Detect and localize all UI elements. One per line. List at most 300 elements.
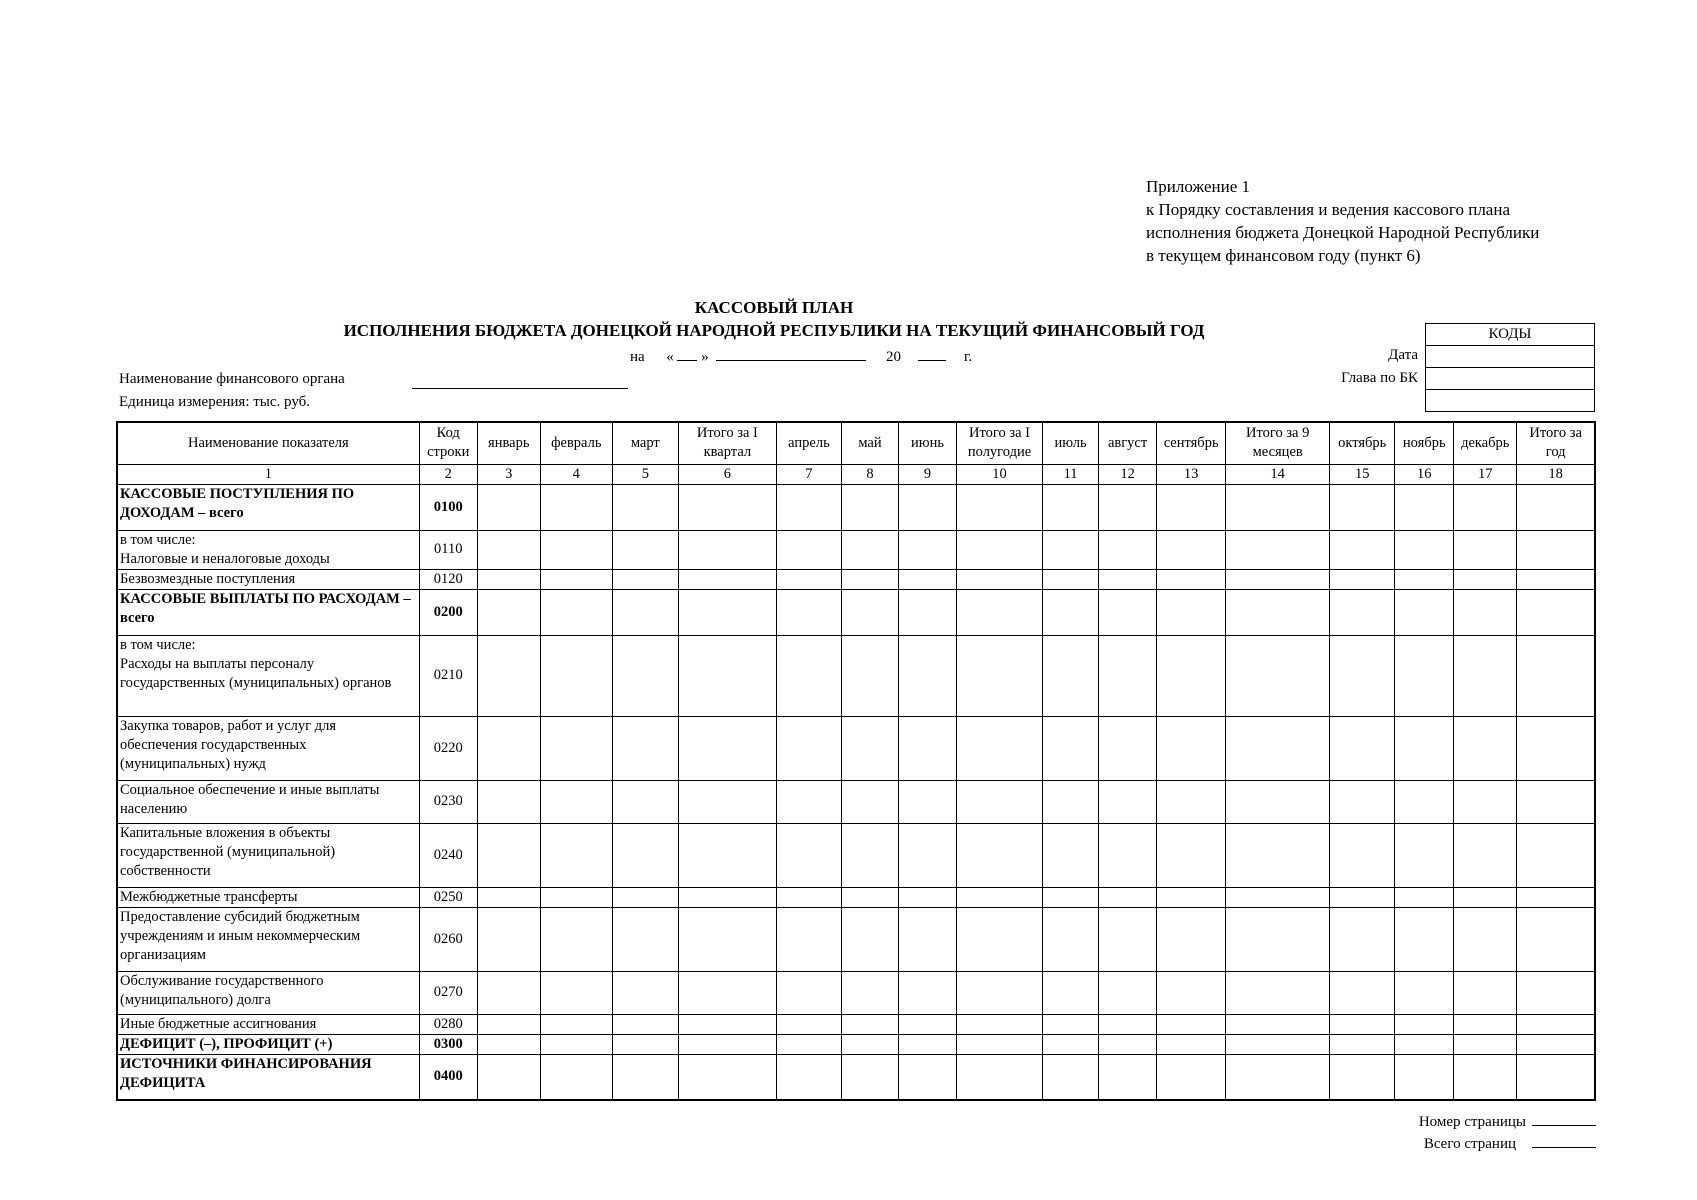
value-cell[interactable] xyxy=(1395,1054,1454,1100)
value-cell[interactable] xyxy=(1330,1014,1395,1034)
column-number: 16 xyxy=(1395,464,1454,484)
value-cell[interactable] xyxy=(1395,907,1454,971)
codes-glava-field[interactable] xyxy=(1426,368,1595,390)
row-name: в том числе: Налоговые и неналоговые доходы xyxy=(117,530,419,569)
column-header: март xyxy=(612,422,678,464)
value-cell[interactable] xyxy=(1043,907,1099,971)
value-cell[interactable] xyxy=(477,484,540,530)
value-cell[interactable] xyxy=(841,1014,898,1034)
row-name: Капитальные вложения в объекты государственной (муниципальной) собственности xyxy=(117,823,419,887)
value-cell[interactable] xyxy=(1157,530,1226,569)
column-number: 13 xyxy=(1157,464,1226,484)
table-row xyxy=(117,484,1595,530)
value-cell[interactable] xyxy=(841,887,898,907)
value-cell[interactable] xyxy=(1330,907,1395,971)
codes-extra-field[interactable] xyxy=(1426,390,1595,412)
month-blank[interactable] xyxy=(716,346,866,361)
unit-label: Единица измерения: тыс. руб. xyxy=(119,394,311,410)
column-number: 12 xyxy=(1099,464,1157,484)
value-cell[interactable] xyxy=(776,589,841,635)
value-cell[interactable] xyxy=(612,971,678,1014)
value-cell[interactable] xyxy=(1043,484,1099,530)
value-cell[interactable] xyxy=(957,823,1043,887)
quote-close: » xyxy=(701,349,709,365)
value-cell[interactable] xyxy=(776,1034,841,1054)
row-name: в том числе: Расходы на выплаты персоналу государственных (муниципальных) органов xyxy=(117,635,419,716)
value-cell[interactable] xyxy=(678,589,776,635)
value-cell[interactable] xyxy=(1226,907,1330,971)
column-number: 3 xyxy=(477,464,540,484)
value-cell[interactable] xyxy=(1517,635,1595,716)
value-cell[interactable] xyxy=(1043,530,1099,569)
value-cell[interactable] xyxy=(1099,887,1157,907)
value-cell[interactable] xyxy=(1099,1034,1157,1054)
value-cell[interactable] xyxy=(1226,780,1330,823)
table-row xyxy=(117,887,1595,907)
value-cell[interactable] xyxy=(841,971,898,1014)
value-cell[interactable] xyxy=(477,530,540,569)
value-cell[interactable] xyxy=(1454,971,1517,1014)
value-cell[interactable] xyxy=(1226,484,1330,530)
value-cell[interactable] xyxy=(1330,887,1395,907)
value-cell[interactable] xyxy=(1157,1054,1226,1100)
value-cell[interactable] xyxy=(1099,635,1157,716)
value-cell[interactable] xyxy=(1157,887,1226,907)
value-cell[interactable] xyxy=(776,484,841,530)
value-cell[interactable] xyxy=(898,1054,956,1100)
value-cell[interactable] xyxy=(612,1054,678,1100)
codes-date-label: Дата xyxy=(1388,347,1418,363)
value-cell[interactable] xyxy=(678,823,776,887)
value-cell[interactable] xyxy=(1395,887,1454,907)
value-cell[interactable] xyxy=(957,530,1043,569)
value-cell[interactable] xyxy=(1099,823,1157,887)
value-cell[interactable] xyxy=(1517,589,1595,635)
value-cell[interactable] xyxy=(898,569,956,589)
value-cell[interactable] xyxy=(841,823,898,887)
value-cell[interactable] xyxy=(540,530,612,569)
column-header: май xyxy=(841,422,898,464)
value-cell[interactable] xyxy=(841,569,898,589)
value-cell[interactable] xyxy=(776,716,841,780)
value-cell[interactable] xyxy=(1043,589,1099,635)
value-cell[interactable] xyxy=(678,1054,776,1100)
total-pages-label: Всего страниц xyxy=(1423,1136,1516,1152)
value-cell[interactable] xyxy=(540,780,612,823)
value-cell[interactable] xyxy=(1043,971,1099,1014)
row-name: Межбюджетные трансферты xyxy=(117,887,419,907)
column-number: 14 xyxy=(1226,464,1330,484)
value-cell[interactable] xyxy=(1330,530,1395,569)
value-cell[interactable] xyxy=(841,589,898,635)
value-cell[interactable] xyxy=(1454,484,1517,530)
value-cell[interactable] xyxy=(841,635,898,716)
column-number: 1 xyxy=(117,464,419,484)
column-number: 7 xyxy=(776,464,841,484)
page-number-field[interactable] xyxy=(1532,1111,1596,1126)
value-cell[interactable] xyxy=(1330,1054,1395,1100)
column-number: 15 xyxy=(1330,464,1395,484)
value-cell[interactable] xyxy=(1099,716,1157,780)
row-code: 0230 xyxy=(419,780,477,823)
value-cell[interactable] xyxy=(1517,907,1595,971)
value-cell[interactable] xyxy=(1099,971,1157,1014)
value-cell[interactable] xyxy=(1517,530,1595,569)
row-code: 0100 xyxy=(419,484,477,530)
value-cell[interactable] xyxy=(1226,1054,1330,1100)
value-cell[interactable] xyxy=(612,530,678,569)
value-cell[interactable] xyxy=(1517,823,1595,887)
value-cell[interactable] xyxy=(1395,484,1454,530)
value-cell[interactable] xyxy=(1157,1014,1226,1034)
row-code: 0200 xyxy=(419,589,477,635)
value-cell[interactable] xyxy=(1330,569,1395,589)
value-cell[interactable] xyxy=(1099,589,1157,635)
value-cell[interactable] xyxy=(957,887,1043,907)
value-cell[interactable] xyxy=(1226,887,1330,907)
day-blank[interactable] xyxy=(677,346,697,361)
value-cell[interactable] xyxy=(898,530,956,569)
value-cell[interactable] xyxy=(540,1014,612,1034)
value-cell[interactable] xyxy=(678,1014,776,1034)
value-cell[interactable] xyxy=(957,1034,1043,1054)
value-cell[interactable] xyxy=(678,1034,776,1054)
column-header: февраль xyxy=(540,422,612,464)
table-row xyxy=(117,823,1595,887)
value-cell[interactable] xyxy=(477,1034,540,1054)
value-cell[interactable] xyxy=(678,907,776,971)
header-row xyxy=(117,422,1595,464)
row-code: 0280 xyxy=(419,1014,477,1034)
page-number-label: Номер страницы xyxy=(1418,1114,1526,1130)
cash-plan-table xyxy=(116,421,1596,1101)
value-cell[interactable] xyxy=(678,484,776,530)
value-cell[interactable] xyxy=(1157,569,1226,589)
value-cell[interactable] xyxy=(540,907,612,971)
value-cell[interactable] xyxy=(1043,569,1099,589)
value-cell[interactable] xyxy=(776,907,841,971)
column-header: Наименование показателя xyxy=(117,422,419,464)
value-cell[interactable] xyxy=(1454,569,1517,589)
value-cell[interactable] xyxy=(1043,780,1099,823)
value-cell[interactable] xyxy=(957,716,1043,780)
value-cell[interactable] xyxy=(1517,569,1595,589)
org-name-field[interactable] xyxy=(412,388,628,389)
column-header: Итого за год xyxy=(1517,422,1595,464)
value-cell[interactable] xyxy=(1043,1014,1099,1034)
value-cell[interactable] xyxy=(1454,887,1517,907)
date-na: на xyxy=(630,349,645,365)
value-cell[interactable] xyxy=(477,780,540,823)
value-cell[interactable] xyxy=(1395,530,1454,569)
value-cell[interactable] xyxy=(1517,1014,1595,1034)
value-cell[interactable] xyxy=(898,1034,956,1054)
value-cell[interactable] xyxy=(957,484,1043,530)
column-header: июнь xyxy=(898,422,956,464)
value-cell[interactable] xyxy=(1330,635,1395,716)
value-cell[interactable] xyxy=(612,635,678,716)
value-cell[interactable] xyxy=(540,1034,612,1054)
value-cell[interactable] xyxy=(1517,1054,1595,1100)
column-header: январь xyxy=(477,422,540,464)
document-subtitle: ИСПОЛНЕНИЯ БЮДЖЕТА ДОНЕЦКОЙ НАРОДНОЙ РЕСПУБЛИКИ НА ТЕКУЩИЙ ФИНАНСОВЫЙ ГОД xyxy=(343,321,1205,340)
value-cell[interactable] xyxy=(1226,716,1330,780)
table-row xyxy=(117,635,1595,716)
value-cell[interactable] xyxy=(678,716,776,780)
row-code: 0270 xyxy=(419,971,477,1014)
org-label: Наименование финансового органа xyxy=(119,371,345,387)
value-cell[interactable] xyxy=(612,907,678,971)
table-row xyxy=(117,530,1595,569)
value-cell[interactable] xyxy=(1099,780,1157,823)
value-cell[interactable] xyxy=(612,716,678,780)
value-cell[interactable] xyxy=(1157,780,1226,823)
value-cell[interactable] xyxy=(678,530,776,569)
value-cell[interactable] xyxy=(678,569,776,589)
value-cell[interactable] xyxy=(1099,1014,1157,1034)
column-number: 4 xyxy=(540,464,612,484)
column-header: ноябрь xyxy=(1395,422,1454,464)
value-cell[interactable] xyxy=(1043,887,1099,907)
value-cell[interactable] xyxy=(1395,569,1454,589)
value-cell[interactable] xyxy=(540,1054,612,1100)
value-cell[interactable] xyxy=(1157,1034,1226,1054)
value-cell[interactable] xyxy=(1517,971,1595,1014)
value-cell[interactable] xyxy=(1395,716,1454,780)
value-cell[interactable] xyxy=(1226,1014,1330,1034)
value-cell[interactable] xyxy=(1157,971,1226,1014)
value-cell[interactable] xyxy=(898,589,956,635)
value-cell[interactable] xyxy=(678,971,776,1014)
value-cell[interactable] xyxy=(1330,716,1395,780)
value-cell[interactable] xyxy=(957,1014,1043,1034)
value-cell[interactable] xyxy=(841,716,898,780)
value-cell[interactable] xyxy=(1226,635,1330,716)
value-cell[interactable] xyxy=(898,635,956,716)
row-code: 0260 xyxy=(419,907,477,971)
value-cell[interactable] xyxy=(898,971,956,1014)
value-cell[interactable] xyxy=(841,1054,898,1100)
column-header: август xyxy=(1099,422,1157,464)
value-cell[interactable] xyxy=(898,484,956,530)
value-cell[interactable] xyxy=(1454,780,1517,823)
value-cell[interactable] xyxy=(1395,780,1454,823)
value-cell[interactable] xyxy=(1454,1034,1517,1054)
value-cell[interactable] xyxy=(477,589,540,635)
value-cell[interactable] xyxy=(841,907,898,971)
value-cell[interactable] xyxy=(898,887,956,907)
value-cell[interactable] xyxy=(477,887,540,907)
column-number-row xyxy=(117,464,1595,484)
value-cell[interactable] xyxy=(1454,907,1517,971)
codes-box xyxy=(1425,323,1595,412)
value-cell[interactable] xyxy=(540,589,612,635)
value-cell[interactable] xyxy=(1395,1034,1454,1054)
value-cell[interactable] xyxy=(477,907,540,971)
value-cell[interactable] xyxy=(1330,1034,1395,1054)
value-cell[interactable] xyxy=(612,484,678,530)
value-cell[interactable] xyxy=(612,887,678,907)
value-cell[interactable] xyxy=(477,971,540,1014)
value-cell[interactable] xyxy=(841,780,898,823)
table-row xyxy=(117,1034,1595,1054)
value-cell[interactable] xyxy=(540,971,612,1014)
value-cell[interactable] xyxy=(957,589,1043,635)
codes-date-field[interactable] xyxy=(1426,346,1595,368)
value-cell[interactable] xyxy=(1330,780,1395,823)
value-cell[interactable] xyxy=(477,635,540,716)
value-cell[interactable] xyxy=(841,1034,898,1054)
value-cell[interactable] xyxy=(1043,1054,1099,1100)
value-cell[interactable] xyxy=(1454,530,1517,569)
column-number: 9 xyxy=(898,464,956,484)
value-cell[interactable] xyxy=(477,569,540,589)
value-cell[interactable] xyxy=(1157,823,1226,887)
row-code: 0300 xyxy=(419,1034,477,1054)
value-cell[interactable] xyxy=(776,530,841,569)
value-cell[interactable] xyxy=(898,907,956,971)
value-cell[interactable] xyxy=(678,635,776,716)
value-cell[interactable] xyxy=(1226,1034,1330,1054)
value-cell[interactable] xyxy=(1454,823,1517,887)
value-cell[interactable] xyxy=(1330,589,1395,635)
value-cell[interactable] xyxy=(1043,716,1099,780)
value-cell[interactable] xyxy=(540,569,612,589)
value-cell[interactable] xyxy=(957,1054,1043,1100)
value-cell[interactable] xyxy=(957,971,1043,1014)
value-cell[interactable] xyxy=(1099,907,1157,971)
value-cell[interactable] xyxy=(612,1014,678,1034)
value-cell[interactable] xyxy=(678,780,776,823)
value-cell[interactable] xyxy=(1454,716,1517,780)
value-cell[interactable] xyxy=(776,1054,841,1100)
value-cell[interactable] xyxy=(1330,823,1395,887)
row-name: Социальное обеспечение и иные выплаты населению xyxy=(117,780,419,823)
row-name: Закупка товаров, работ и услуг для обеспечения государственных (муниципальных) нужд xyxy=(117,716,419,780)
row-name: Обслуживание государственного (муниципального) долга xyxy=(117,971,419,1014)
codes-header: КОДЫ xyxy=(1426,324,1595,346)
value-cell[interactable] xyxy=(1330,484,1395,530)
value-cell[interactable] xyxy=(1226,530,1330,569)
value-cell[interactable] xyxy=(612,1034,678,1054)
value-cell[interactable] xyxy=(1395,635,1454,716)
value-cell[interactable] xyxy=(678,887,776,907)
value-cell[interactable] xyxy=(1517,1034,1595,1054)
row-code: 0210 xyxy=(419,635,477,716)
year-blank[interactable] xyxy=(918,346,946,361)
column-header: декабрь xyxy=(1454,422,1517,464)
value-cell[interactable] xyxy=(1099,484,1157,530)
value-cell[interactable] xyxy=(898,823,956,887)
value-cell[interactable] xyxy=(898,716,956,780)
value-cell[interactable] xyxy=(1226,589,1330,635)
value-cell[interactable] xyxy=(776,569,841,589)
value-cell[interactable] xyxy=(477,716,540,780)
appendix-line: Приложение 1 xyxy=(1146,177,1250,196)
value-cell[interactable] xyxy=(776,635,841,716)
value-cell[interactable] xyxy=(477,1014,540,1034)
column-number: 10 xyxy=(957,464,1043,484)
value-cell[interactable] xyxy=(898,780,956,823)
value-cell[interactable] xyxy=(540,716,612,780)
value-cell[interactable] xyxy=(612,823,678,887)
value-cell[interactable] xyxy=(1099,530,1157,569)
value-cell[interactable] xyxy=(1517,716,1595,780)
value-cell[interactable] xyxy=(1226,823,1330,887)
value-cell[interactable] xyxy=(1157,716,1226,780)
value-cell[interactable] xyxy=(1454,635,1517,716)
column-header: сентябрь xyxy=(1157,422,1226,464)
value-cell[interactable] xyxy=(1395,971,1454,1014)
value-cell[interactable] xyxy=(540,887,612,907)
value-cell[interactable] xyxy=(1395,1014,1454,1034)
value-cell[interactable] xyxy=(1157,589,1226,635)
value-cell[interactable] xyxy=(841,484,898,530)
value-cell[interactable] xyxy=(957,635,1043,716)
value-cell[interactable] xyxy=(612,569,678,589)
value-cell[interactable] xyxy=(1395,589,1454,635)
value-cell[interactable] xyxy=(957,569,1043,589)
value-cell[interactable] xyxy=(957,780,1043,823)
value-cell[interactable] xyxy=(1454,589,1517,635)
value-cell[interactable] xyxy=(540,823,612,887)
value-cell[interactable] xyxy=(1454,1014,1517,1034)
value-cell[interactable] xyxy=(612,780,678,823)
value-cell[interactable] xyxy=(540,635,612,716)
value-cell[interactable] xyxy=(776,780,841,823)
value-cell[interactable] xyxy=(1043,635,1099,716)
value-cell[interactable] xyxy=(898,1014,956,1034)
value-cell[interactable] xyxy=(841,530,898,569)
row-code: 0110 xyxy=(419,530,477,569)
column-header: июль xyxy=(1043,422,1099,464)
value-cell[interactable] xyxy=(1517,484,1595,530)
value-cell[interactable] xyxy=(540,484,612,530)
total-pages-field[interactable] xyxy=(1532,1133,1596,1148)
value-cell[interactable] xyxy=(1517,887,1595,907)
value-cell[interactable] xyxy=(612,589,678,635)
value-cell[interactable] xyxy=(1330,971,1395,1014)
value-cell[interactable] xyxy=(477,823,540,887)
table-row xyxy=(117,716,1595,780)
column-header: Код строки xyxy=(419,422,477,464)
value-cell[interactable] xyxy=(776,971,841,1014)
value-cell[interactable] xyxy=(776,887,841,907)
value-cell[interactable] xyxy=(1157,484,1226,530)
row-name: КАССОВЫЕ ПОСТУПЛЕНИЯ ПО ДОХОДАМ – всего xyxy=(117,484,419,530)
column-number: 18 xyxy=(1517,464,1595,484)
table-row xyxy=(117,907,1595,971)
value-cell[interactable] xyxy=(1226,971,1330,1014)
value-cell[interactable] xyxy=(776,1014,841,1034)
value-cell[interactable] xyxy=(957,907,1043,971)
value-cell[interactable] xyxy=(1454,1054,1517,1100)
value-cell[interactable] xyxy=(1099,569,1157,589)
value-cell[interactable] xyxy=(1226,569,1330,589)
value-cell[interactable] xyxy=(1099,1054,1157,1100)
column-number: 17 xyxy=(1454,464,1517,484)
value-cell[interactable] xyxy=(1157,635,1226,716)
value-cell[interactable] xyxy=(776,823,841,887)
value-cell[interactable] xyxy=(1043,823,1099,887)
column-number: 11 xyxy=(1043,464,1099,484)
column-header: октябрь xyxy=(1330,422,1395,464)
value-cell[interactable] xyxy=(1157,907,1226,971)
value-cell[interactable] xyxy=(477,1054,540,1100)
value-cell[interactable] xyxy=(1043,1034,1099,1054)
value-cell[interactable] xyxy=(1395,823,1454,887)
value-cell[interactable] xyxy=(1517,780,1595,823)
